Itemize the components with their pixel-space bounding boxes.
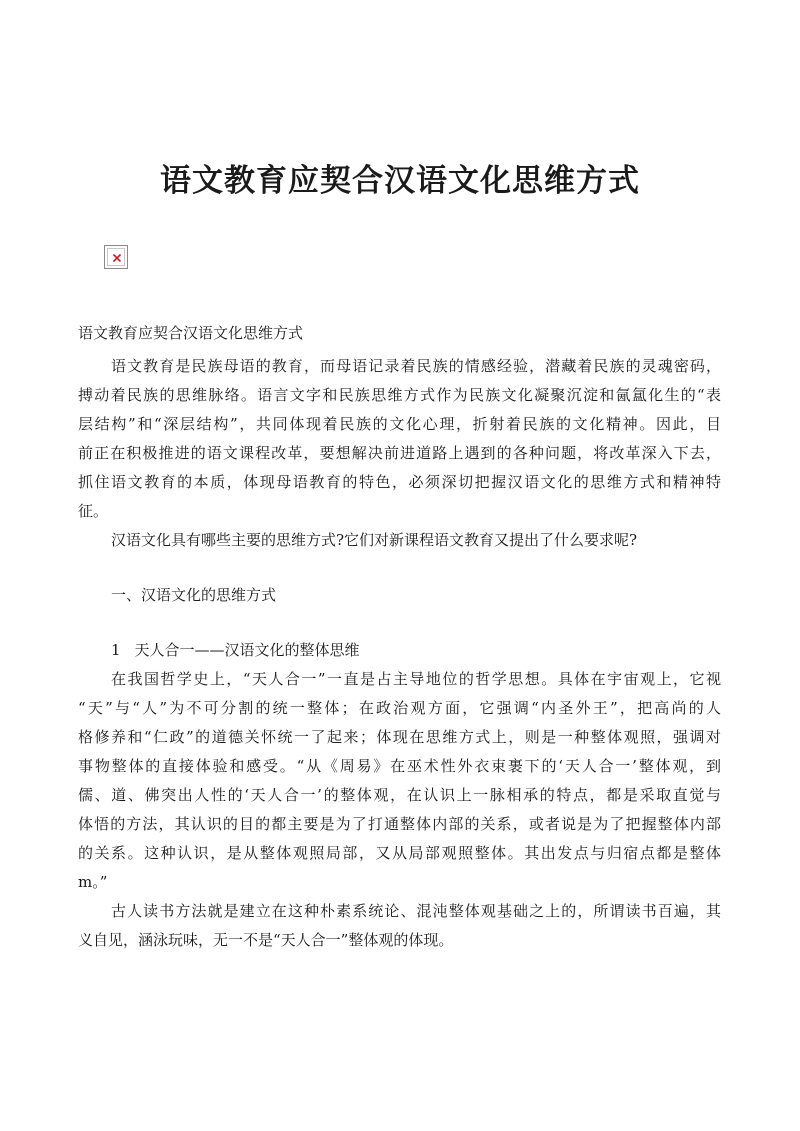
document-body bbox=[78, 319, 721, 955]
paragraph-line: 格修养和“仁政”的道德关怀统一了起来；体现在思维方式上，则是一种整体观照，强调对 bbox=[78, 728, 721, 746]
paragraph-line: 在我国哲学史上，“天人合一”一直是占主导地位的哲学思想。具体在宇宙观上，它视 bbox=[111, 670, 721, 688]
broken-image-icon bbox=[113, 254, 121, 262]
paragraph-line: 的关系。这种认识，是从整体观照局部，又从局部观照整体。其出发点与归宿点都是整体 bbox=[78, 844, 721, 862]
intro-line: 搏动着民族的思维脉络。语言文字和民族思维方式作为民族文化凝聚沉淀和氤氲化生的“表 bbox=[78, 386, 721, 404]
intro-line: 征。 bbox=[78, 502, 109, 520]
subsection-title: 天人合一——汉语文化的整体思维 bbox=[134, 641, 360, 659]
intro-line: 语文教育是民族母语的教育，而母语记录着民族的情感经验，潜藏着民族的灵魂密码， bbox=[111, 357, 721, 375]
article-subtitle: 语文教育应契合汉语文化思维方式 bbox=[78, 324, 304, 342]
paragraph-line: 体悟的方法，其认识的目的都主要是为了打通整体内部的关系，或者说是为了把握整体内部 bbox=[78, 815, 721, 833]
paragraph-line: 古人读书方法就是建立在这种朴素系统论、混沌整体观基础之上的，所谓读书百遍，其 bbox=[111, 902, 721, 920]
subsection-heading bbox=[78, 636, 721, 665]
paragraph-line: “天”与“人”为不可分割的统一整体；在政治观方面，它强调“内圣外王”，把高尚的人 bbox=[78, 699, 721, 717]
section-heading: 一、汉语文化的思维方式 bbox=[111, 586, 277, 604]
intro-line: 抓住语文教育的本质，体现母语教育的特色，必须深切把握汉语文化的思维方式和精神特 bbox=[78, 473, 721, 491]
subsection-number: 1 bbox=[111, 641, 121, 659]
question-paragraph: 汉语文化具有哪些主要的思维方式?它们对新课程语文教育又提出了什么要求呢? bbox=[111, 531, 638, 549]
paragraph-line: 义自见，涵泳玩味，无一不是“天人合一”整体观的体现。 bbox=[78, 931, 454, 949]
paragraph-line: m。” bbox=[78, 873, 108, 891]
paragraph-line: 事物整体的直接体验和感受。“从《周易》在巫术性外衣束裹下的‘天人合一’整体观，到 bbox=[78, 757, 721, 775]
intro-line: 前正在积极推进的语文课程改革，要想解决前进道路上遇到的各种问题，将改革深入下去， bbox=[78, 444, 721, 462]
document-title: 语文教育应契合汉语文化思维方式 bbox=[160, 163, 640, 199]
paragraph-line: 儒、道、佛突出人性的‘天人合一’的整体观，在认识上一脉相承的特点，都是采取直觉与 bbox=[78, 786, 721, 804]
intro-line: 层结构”和“深层结构”，共同体现着民族的文化心理，折射着民族的文化精神。因此，目 bbox=[78, 415, 721, 433]
broken-image-placeholder bbox=[104, 245, 128, 269]
